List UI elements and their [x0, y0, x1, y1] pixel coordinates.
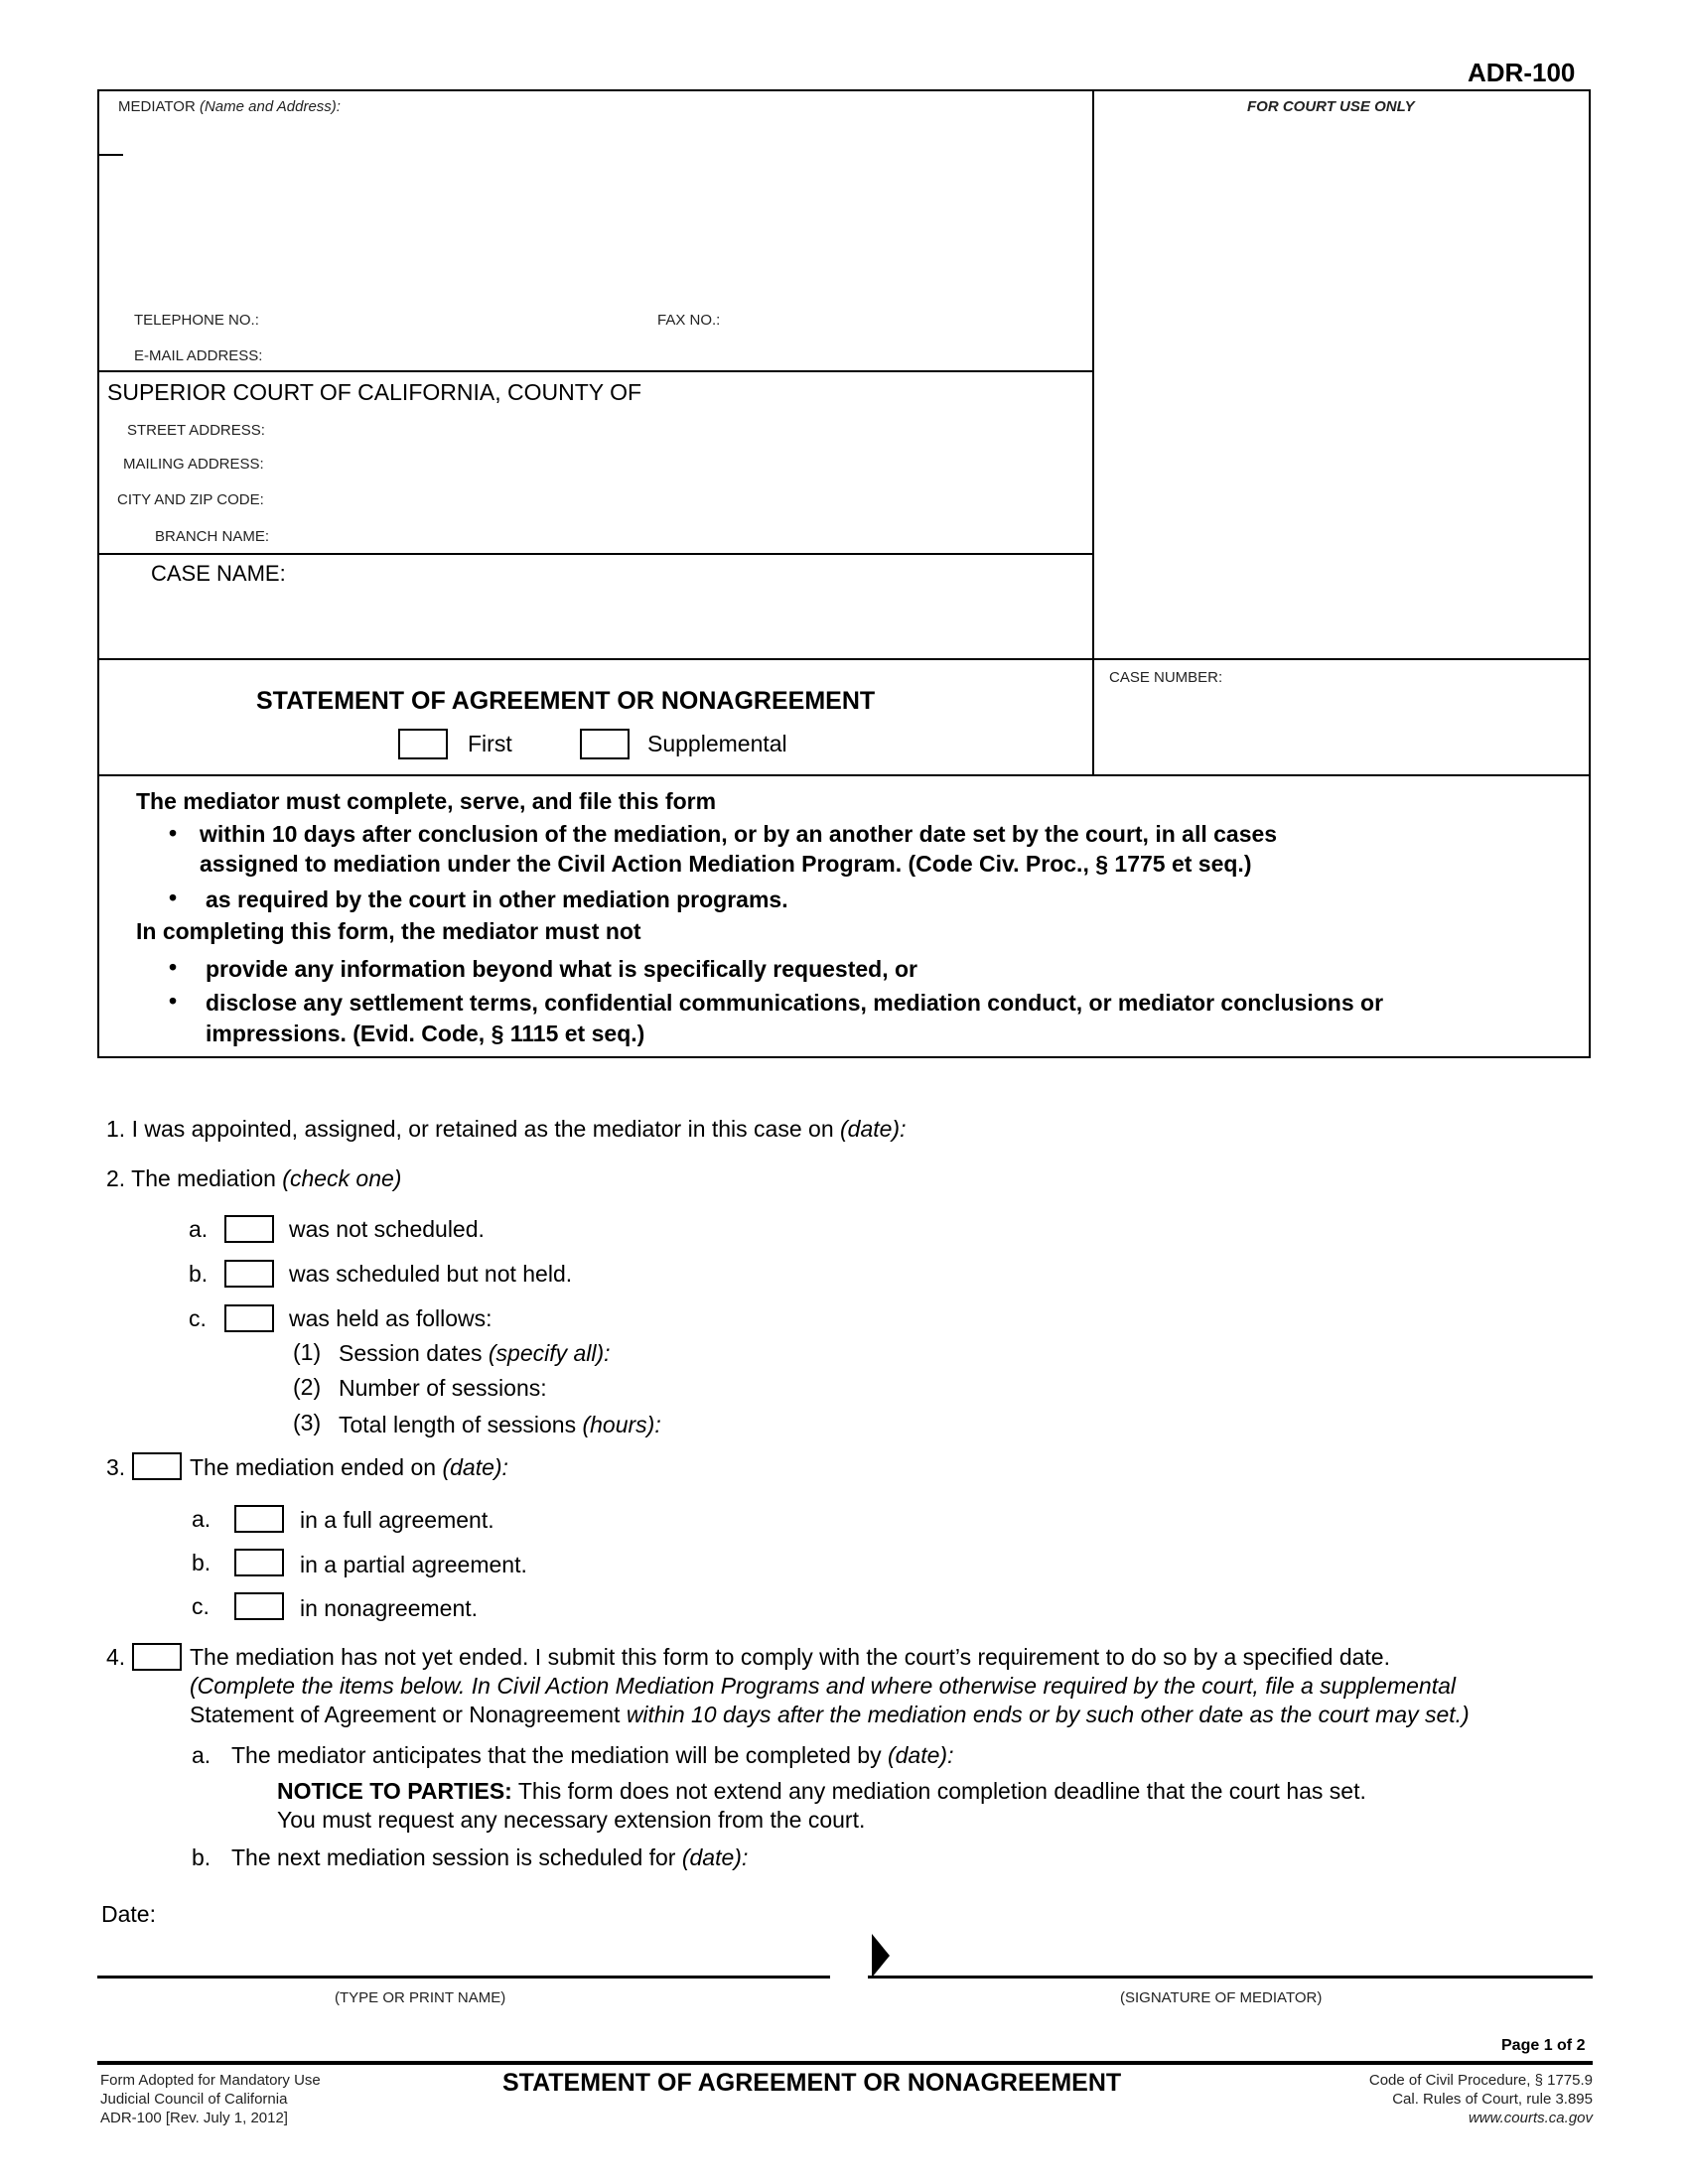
divider — [1092, 89, 1094, 775]
instruction-text: In completing this form, the mediator must not — [136, 918, 641, 944]
court-name: SUPERIOR COURT OF CALIFORNIA, COUNTY OF — [107, 379, 642, 405]
bullet: • — [169, 988, 178, 1014]
full-agreement-checkbox[interactable] — [234, 1505, 284, 1533]
sub-number: (2) — [293, 1374, 322, 1400]
not-ended-checkbox[interactable] — [132, 1643, 182, 1671]
footer-rule — [97, 2061, 1593, 2065]
email-field[interactable]: E-MAIL ADDRESS: — [134, 347, 263, 364]
mediator-label[interactable]: MEDIATOR (Name and Address): — [118, 98, 341, 115]
notice-to-parties: NOTICE TO PARTIES: This form does not extend any mediation completion deadline that the court has set. — [277, 1778, 1366, 1804]
first-checkbox[interactable] — [398, 729, 448, 759]
court-use-label: FOR COURT USE ONLY — [1247, 98, 1415, 115]
not-scheduled-checkbox[interactable] — [224, 1215, 274, 1243]
branch-name-field[interactable]: BRANCH NAME: — [155, 528, 270, 545]
item-number: 4. — [106, 1644, 126, 1670]
instruction-text: impressions. (Evid. Code, § 1115 et seq.) — [206, 1021, 645, 1046]
case-name-field[interactable]: CASE NAME: — [151, 561, 286, 586]
held-checkbox[interactable] — [224, 1304, 274, 1332]
item-letter: a. — [189, 1216, 209, 1242]
item-4a: The mediator anticipates that the mediation will be completed by (date): — [231, 1742, 954, 1768]
footer-left: Form Adopted for Mandatory Use Judicial Council of California ADR-100 [Rev. July 1, 2012] — [100, 2072, 321, 2126]
footer-title: STATEMENT OF AGREEMENT OR NONAGREEMENT — [502, 2069, 1122, 2097]
instruction-text: within 10 days after conclusion of the mediation, or by an another date set by the court, in all cases — [200, 821, 1278, 847]
print-name-caption: (TYPE OR PRINT NAME) — [335, 1989, 506, 2006]
sub-number: (3) — [293, 1410, 322, 1435]
bullet: • — [169, 820, 178, 846]
page-number: Page 1 of 2 — [1501, 2037, 1586, 2054]
instruction-text: The mediator must complete, serve, and file this form — [136, 788, 717, 814]
instruction-text: disclose any settlement terms, confidential communications, mediation conduct, or mediator conclusions or — [206, 990, 1384, 1016]
mediation-ended-checkbox[interactable] — [132, 1452, 182, 1480]
option-label: was not scheduled. — [289, 1216, 485, 1242]
item-letter: c. — [192, 1593, 210, 1619]
divider — [97, 658, 1591, 660]
form-title: STATEMENT OF AGREEMENT OR NONAGREEMENT — [256, 687, 876, 715]
item-letter: b. — [189, 1261, 209, 1287]
nonagreement-checkbox[interactable] — [234, 1592, 284, 1620]
item-number: 3. — [106, 1454, 126, 1480]
item-4: The mediation has not yet ended. I submit this form to comply with the court’s requirement to do so by a specified date. — [190, 1644, 1390, 1670]
supplemental-label: Supplemental — [647, 731, 787, 756]
item-letter: a. — [192, 1506, 211, 1532]
footer-right: Code of Civil Procedure, § 1775.9 Cal. Rules of Court, rule 3.895 www.courts.ca.gov — [1368, 2072, 1593, 2126]
total-length: Total length of sessions (hours): — [339, 1412, 661, 1437]
signature-line[interactable] — [868, 1976, 1593, 1979]
instruction-text: as required by the court in other mediation programs. — [206, 887, 788, 912]
item-2: 2. The mediation (check one) — [106, 1165, 402, 1191]
print-name-line[interactable] — [97, 1976, 830, 1979]
number-of-sessions: Number of sessions: — [339, 1375, 547, 1401]
signature-arrow-icon — [870, 1934, 892, 1978]
tick-mark — [97, 154, 123, 156]
bullet: • — [169, 885, 178, 910]
item-3: The mediation ended on (date): — [190, 1454, 508, 1480]
form-id: ADR-100 — [1468, 58, 1576, 87]
item-4b: The next mediation session is scheduled for (date): — [231, 1844, 749, 1870]
divider — [97, 553, 1092, 555]
item-letter: a. — [192, 1742, 211, 1768]
item-4-note: Statement of Agreement or Nonagreement within 10 days after the mediation ends or by such other date as the court may set.) — [190, 1702, 1470, 1727]
option-label: in nonagreement. — [300, 1595, 479, 1621]
session-dates: Session dates (specify all): — [339, 1340, 611, 1366]
option-label: in a full agreement. — [300, 1507, 494, 1533]
divider — [97, 370, 1092, 372]
option-label: in a partial agreement. — [300, 1552, 527, 1577]
sub-number: (1) — [293, 1339, 322, 1365]
date-label: Date: — [101, 1901, 156, 1927]
item-letter: c. — [189, 1305, 207, 1331]
item-letter: b. — [192, 1550, 211, 1575]
mailing-address-field[interactable]: MAILING ADDRESS: — [123, 456, 264, 473]
item-1: 1. I was appointed, assigned, or retained as the mediator in this case on (date): — [106, 1116, 907, 1142]
signature-caption: (SIGNATURE OF MEDIATOR) — [1120, 1989, 1323, 2006]
case-number-field[interactable]: CASE NUMBER: — [1109, 669, 1223, 686]
city-zip-field[interactable]: CITY AND ZIP CODE: — [117, 491, 264, 508]
fax-field[interactable]: FAX NO.: — [657, 312, 721, 329]
partial-agreement-checkbox[interactable] — [234, 1549, 284, 1576]
notice-line-2: You must request any necessary extension from the court. — [277, 1807, 866, 1833]
not-held-checkbox[interactable] — [224, 1260, 274, 1288]
supplemental-checkbox[interactable] — [580, 729, 630, 759]
instruction-text: provide any information beyond what is specifically requested, or — [206, 956, 917, 982]
item-4-note: (Complete the items below. In Civil Action Mediation Programs and where otherwise required by the court, file a supplemental — [190, 1673, 1456, 1699]
option-label: was scheduled but not held. — [289, 1261, 573, 1287]
bullet: • — [169, 954, 178, 980]
street-address-field[interactable]: STREET ADDRESS: — [127, 422, 265, 439]
instruction-text: assigned to mediation under the Civil Action Mediation Program. (Code Civ. Proc., § 1775 et seq.) — [200, 851, 1252, 877]
first-label: First — [468, 731, 512, 756]
divider — [97, 774, 1591, 776]
courts-website-link[interactable]: www.courts.ca.gov — [1468, 2110, 1593, 2126]
option-label: was held as follows: — [289, 1305, 492, 1331]
item-letter: b. — [192, 1844, 211, 1870]
telephone-field[interactable]: TELEPHONE NO.: — [134, 312, 259, 329]
